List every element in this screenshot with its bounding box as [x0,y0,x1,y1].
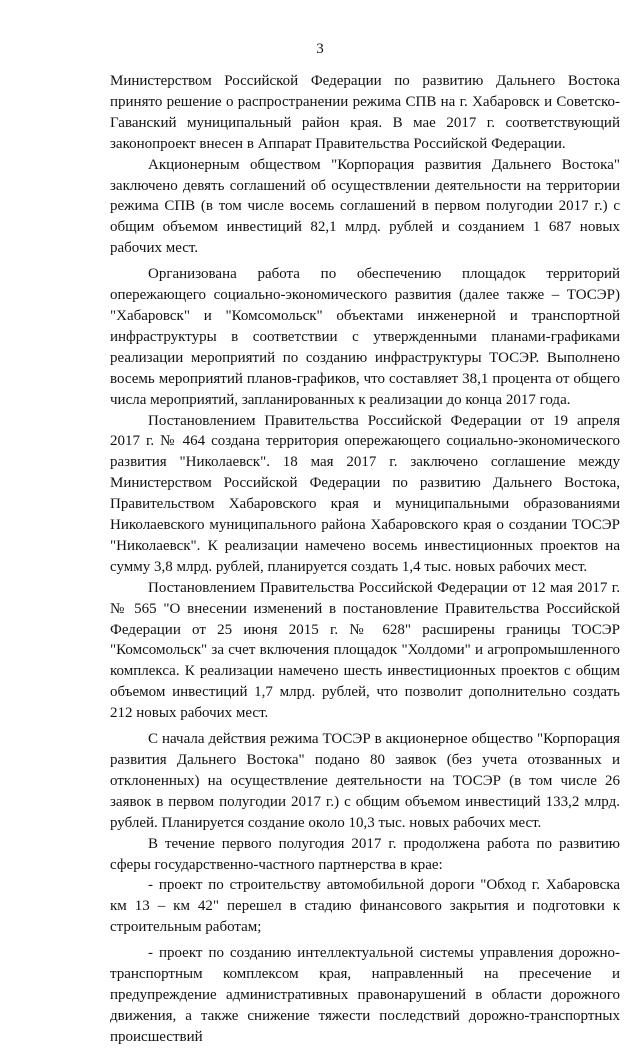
list-item-road-bypass: - проект по строительству автомобильной дороги "Обход г. Хабаровска км 13 – км 42" перешел в стадию финансового закрытия и подготовки к строительным работам; [110,877,620,936]
paragraph-tosar-infrastructure: Организована работа по обеспечению площадок территорий опережающего социально-экономического развития (далее также – ТОСЭР) "Хабаровск" и "Комсомольск" объектами инженерной и транспортной инфраструктуры в соответствии с утвержденными планами-графиками реализации мероприятий по созданию инфраструктуры ТОСЭР. Выполнено восемь мероприятий планов-графиков, что составляет 38,1 процента от общего числа мероприятий, запланированных к реализации до конца 2017 года. [110,266,620,408]
paragraph-ppp-intro: В течение первого полугодия 2017 г. продолжена работа по развитию сферы государственно-частного партнерства в крае: [110,835,620,873]
document-body [110,71,620,1048]
paragraph-tosar-komsomolsk: Постановлением Правительства Российской Федерации от 12 мая 2017 г. № 565 "О внесении изменений в постановление Правительства Российской Федерации от 25 июня 2015 г. № 628" расширены границы ТОСЭР "Комсомольск" за счет включения площадок "Холдоми" и агропромышленного комплекса. К реализации намечено шесть инвестиционных проектов с общим объемом инвестиций 1,7 млрд. рублей, что позволит дополнительно создать 212 новых рабочих мест. [110,579,620,722]
list-item-traffic-system: - проект по созданию интеллектуальной системы управления дорожно-транспортным комплексом края, направленный на пресечение и предупреждение административных правонарушений в области дорожного движения, а также снижение тяжести последствий дорожно-транспортных происшествий [110,945,620,1045]
page-number: 3 [316,41,324,57]
paragraph-spv-agreements: Акционерным обществом "Корпорация развития Дальнего Востока" заключено девять соглашений об осуществлении деятельности на территории режима СПВ (в том числе восемь соглашений в первом полугодии 2017 г.) с общим объемом инвестиций 82,1 млрд. рублей и созданием 1 687 новых рабочих мест. [110,156,620,257]
paragraph-tosar-applications: С начала действия режима ТОСЭР в акционерное общество "Корпорация развития Дальнего Востока" подано 80 заявок (без учета отозванных и отклоненных) на осуществление деятельности на ТОСЭР (в том числе 26 заявок в первом полугодии 2017 г.) с общим объемом инвестиций 133,2 млрд. рублей. Планируется создание около 10,3 тыс. новых рабочих мест. [110,731,620,831]
paragraph-tosar-nikolaevsk: Постановлением Правительства Российской Федерации от 19 апреля 2017 г. № 464 создана территория опережающего социально-экономического развития "Николаевск". 18 мая 2017 г. заключено соглашение между Министерством Российской Федерации по развитию Дальнего Востока, Правительством Хабаровского края и муниципальными образованиями Николаевского муниципального района Хабаровского края о создании ТОСЭР "Николаевск". К реализации намечено восемь инвестиционных проектов на сумму 3,8 млрд. рублей, планируется создать 1,4 тыс. новых рабочих мест. [110,412,620,575]
paragraph-spv-decision: Министерством Российской Федерации по развитию Дальнего Востока принято решение о распространении режима СПВ на г. Хабаровск и Советско-Гаванский муниципальный район края. В мае 2017 г. соответствующий законопроект внесен в Аппарат Правительства Российской Федерации. [110,73,620,152]
